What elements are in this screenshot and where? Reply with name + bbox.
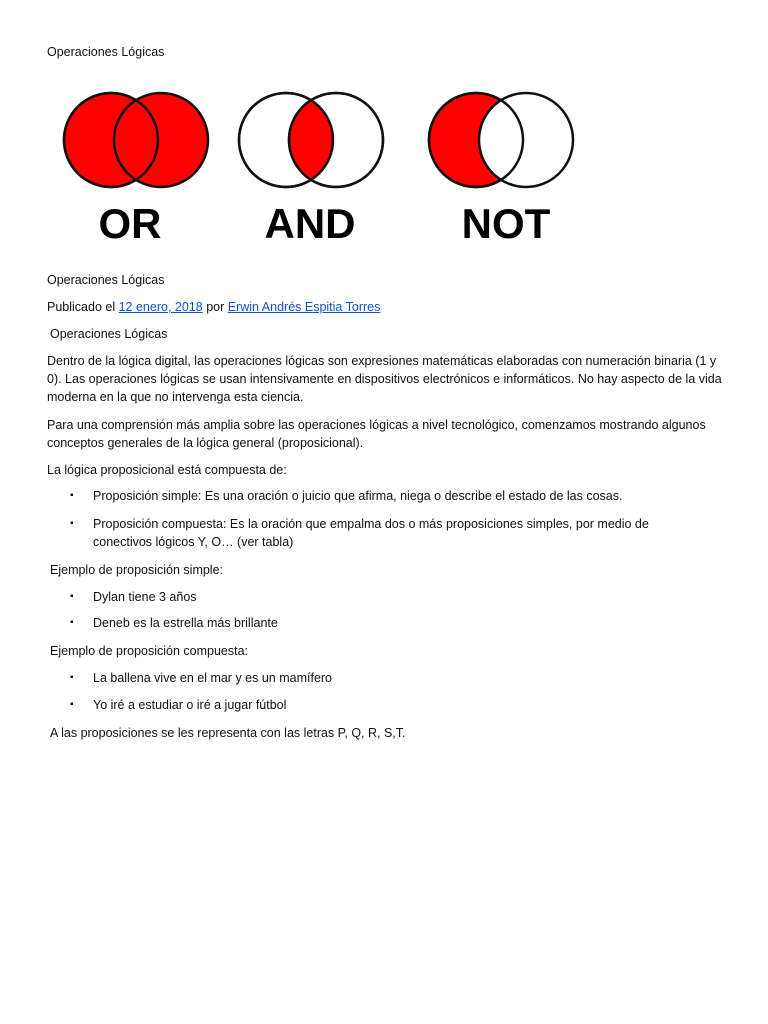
bullet-marker: ▪ (70, 518, 74, 529)
logic-operations-image (58, 88, 578, 248)
not-right-circle (479, 93, 573, 187)
document-title: Operaciones Lógicas (47, 45, 165, 59)
list-item: La ballena vive en el mar y es un mamífero (93, 671, 333, 685)
byline-prefix: Publicado el (47, 300, 116, 314)
list-item: Yo iré a estudiar o iré a jugar fútbol (93, 698, 287, 712)
bullet-marker: ▪ (70, 591, 74, 602)
simple-example-heading: Ejemplo de proposición simple: (50, 563, 224, 577)
closing-paragraph: A las proposiciones se les representa con las letras P, Q, R, S,T. (50, 726, 406, 740)
intro-paragraph: Dentro de la lógica digital, las operaciones lógicas son expresiones matemáticas elaboradas con numeración binaria (1 y 0). Las operaciones lógicas se usan intensivamente en dispositivos electrónicos e informáticos. No hay aspecto de la vida moderna en la que no intervenga esta ciencia. (47, 354, 722, 404)
bullet-marker: ▪ (70, 699, 74, 710)
byline (47, 298, 380, 316)
bullet-marker: ▪ (70, 490, 74, 501)
subtitle: Operaciones Lógicas (47, 273, 165, 287)
and-label: AND (264, 200, 356, 247)
date-link[interactable]: 12 enero, 2018 (118, 300, 203, 314)
or-right-circle (114, 93, 208, 187)
composition-intro: La lógica proposicional está compuesta de: (47, 463, 287, 477)
venn-diagrams (58, 88, 578, 248)
bullet-marker: ▪ (70, 672, 74, 683)
and-diagram (239, 93, 383, 247)
list-item: Proposición compuesta: Es la oración que empalma dos o más proposiciones simples, por medio de conectivos lógicos Y, O… (ver tabla) (93, 517, 649, 549)
list-item: Proposición simple: Es una oración o juicio que afirma, niega o describe el estado de las cosas. (93, 489, 623, 503)
not-label: NOT (461, 200, 551, 247)
concepts-paragraph: Para una comprensión más amplia sobre las operaciones lógicas a nivel tecnológico, comenzamos mostrando algunos conceptos generales de la lógica general (proposicional). (47, 418, 706, 450)
not-diagram (429, 93, 573, 247)
list-item: Dylan tiene 3 años (93, 590, 197, 604)
or-label: OR (98, 200, 162, 247)
bullet-marker: ▪ (70, 617, 74, 628)
compound-example-heading: Ejemplo de proposición compuesta: (50, 644, 249, 658)
section-heading: Operaciones Lógicas (50, 327, 168, 341)
author-link[interactable]: Erwin Andrés Espitia Torres (227, 300, 381, 314)
byline-by: por (206, 300, 225, 314)
list-item: Deneb es la estrella más brillante (93, 616, 278, 630)
or-diagram (64, 93, 208, 247)
